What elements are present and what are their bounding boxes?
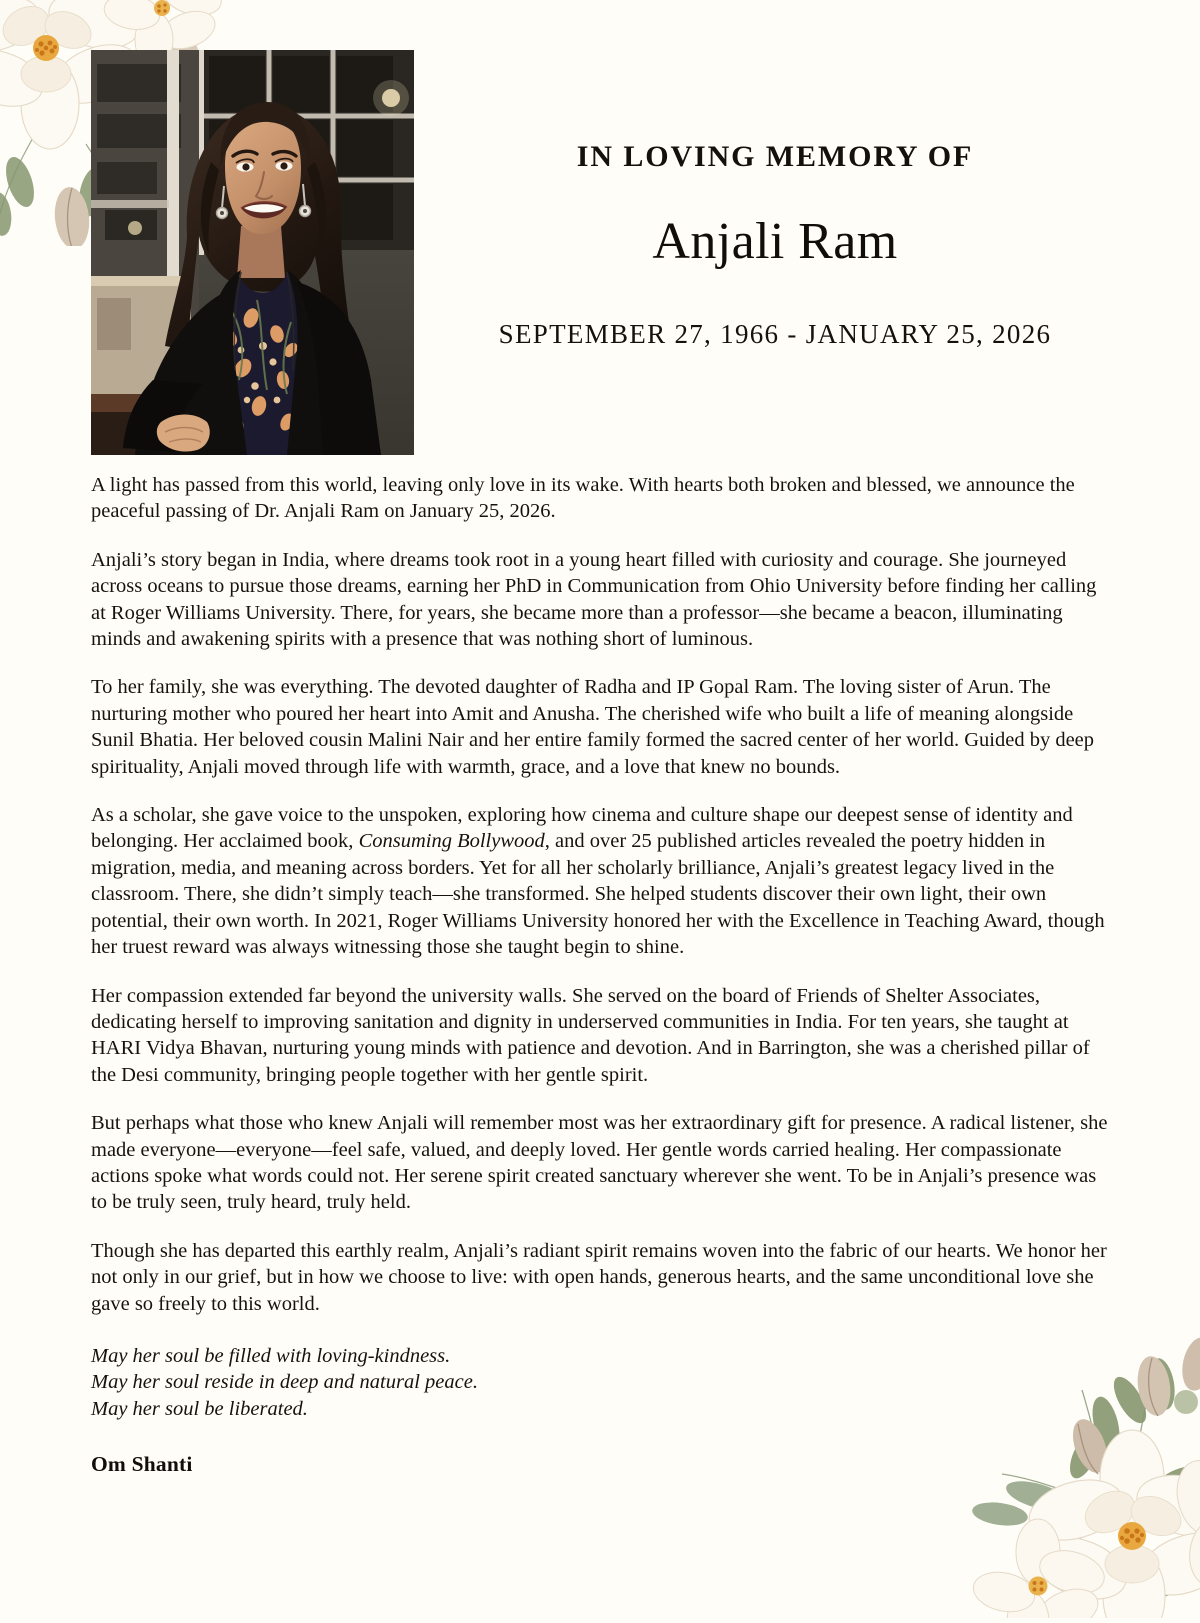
blessing-verse (91, 1343, 1109, 1422)
blessing-line-2: May her soul reside in deep and natural peace. (91, 1371, 478, 1394)
obituary-body (91, 472, 1109, 1477)
book-title: Consuming Bollywood (358, 830, 545, 853)
obituary-paragraph-2: Anjali’s story began in India, where dreams took root in a young heart filled with curiosity and courage. She journeyed across oceans to pursue those dreams, earning her PhD in Communication from Ohio University before finding her calling at Roger Williams University. There, for years, she became more than a professor—she became a beacon, illuminating minds and awakening spirits with a presence that was nothing short of luminous. (91, 548, 1097, 651)
portrait-photo (91, 50, 414, 455)
obituary-paragraph-4 (91, 802, 1109, 960)
obituary-paragraph-6: But perhaps what those who knew Anjali will remember most was her extraordinary gift for presence. A radical listener, she made everyone—everyone—feel safe, valued, and deeply loved. Her gentle words carried healing. Her compassionate actions spoke what words could not. Her serene spirit created sanctuary wherever she went. To be in Anjali’s presence was to be truly seen, truly heard, truly held. (91, 1112, 1108, 1214)
obituary-paragraph-7: Though she has departed this earthly realm, Anjali’s radiant spirit remains woven into the fabric of our hearts. We honor her not only in our grief, but in how we choose to live: with open hands, generous hearts, and the same unconditional love she gave so freely to this world. (91, 1239, 1107, 1315)
deceased-name: Anjali Ram (652, 213, 898, 270)
obituary-paragraph-3: To her family, she was everything. The devoted daughter of Radha and IP Gopal Ram. The loving sister of Arun. The nurturing mother who poured her heart into Amit and Anusha. The cherished wife who built a life of meaning alongside Sunil Bhatia. Her beloved cousin Malini Nair and her entire family formed the sacred center of her world. Guided by deep spirituality, Anjali moved through life with warmth, grace, and a love that knew no bounds. (91, 676, 1095, 778)
life-dates: SEPTEMBER 27, 1966 - JANUARY 25, 2026 (498, 319, 1052, 349)
paragraph-4-text-after-title: , and over 25 published articles revealed the poetry hidden in migration, media, and meaning across borders. Yet for all her scholarly brilliance, Anjali’s greatest legacy lived in the classroom. There, she didn’t simply teach—she transformed. She helped students discover their own light, their own potential, their own worth. In 2021, Roger Williams University honored her with the Excellence in Teaching Award, though her truest reward was always witnessing those she taught begin to shine. (91, 830, 1105, 959)
paragraph-4-text-before-title: As a scholar, she gave voice to the unspoken, exploring how cinema and culture shape our deepest sense of identity and belonging. Her acclaimed book, (91, 804, 1073, 853)
memorial-header (455, 140, 1095, 350)
blessing-line-3: May her soul be liberated. (91, 1397, 308, 1420)
obituary-paragraph-5: Her compassion extended far beyond the university walls. She served on the board of Friends of Shelter Associates, dedicating herself to improving sanitation and dignity in underserved communities in India. For ten years, she taught at HARI Vidya Bhavan, nurturing young minds with patience and devotion. And in Barrington, she was a cherished pillar of the Desi community, bringing people together with her gentle spirit. (91, 984, 1090, 1086)
om-shanti-closing: Om Shanti (91, 1452, 193, 1477)
blessing-line-1: May her soul be filled with loving-kindness. (91, 1344, 451, 1367)
obituary-paragraph-1: A light has passed from this world, leaving only love in its wake. With hearts both broken and blessed, we announce the peaceful passing of Dr. Anjali Ram on January 25, 2026. (91, 474, 1075, 523)
in-loving-memory-label: IN LOVING MEMORY OF (576, 140, 974, 173)
